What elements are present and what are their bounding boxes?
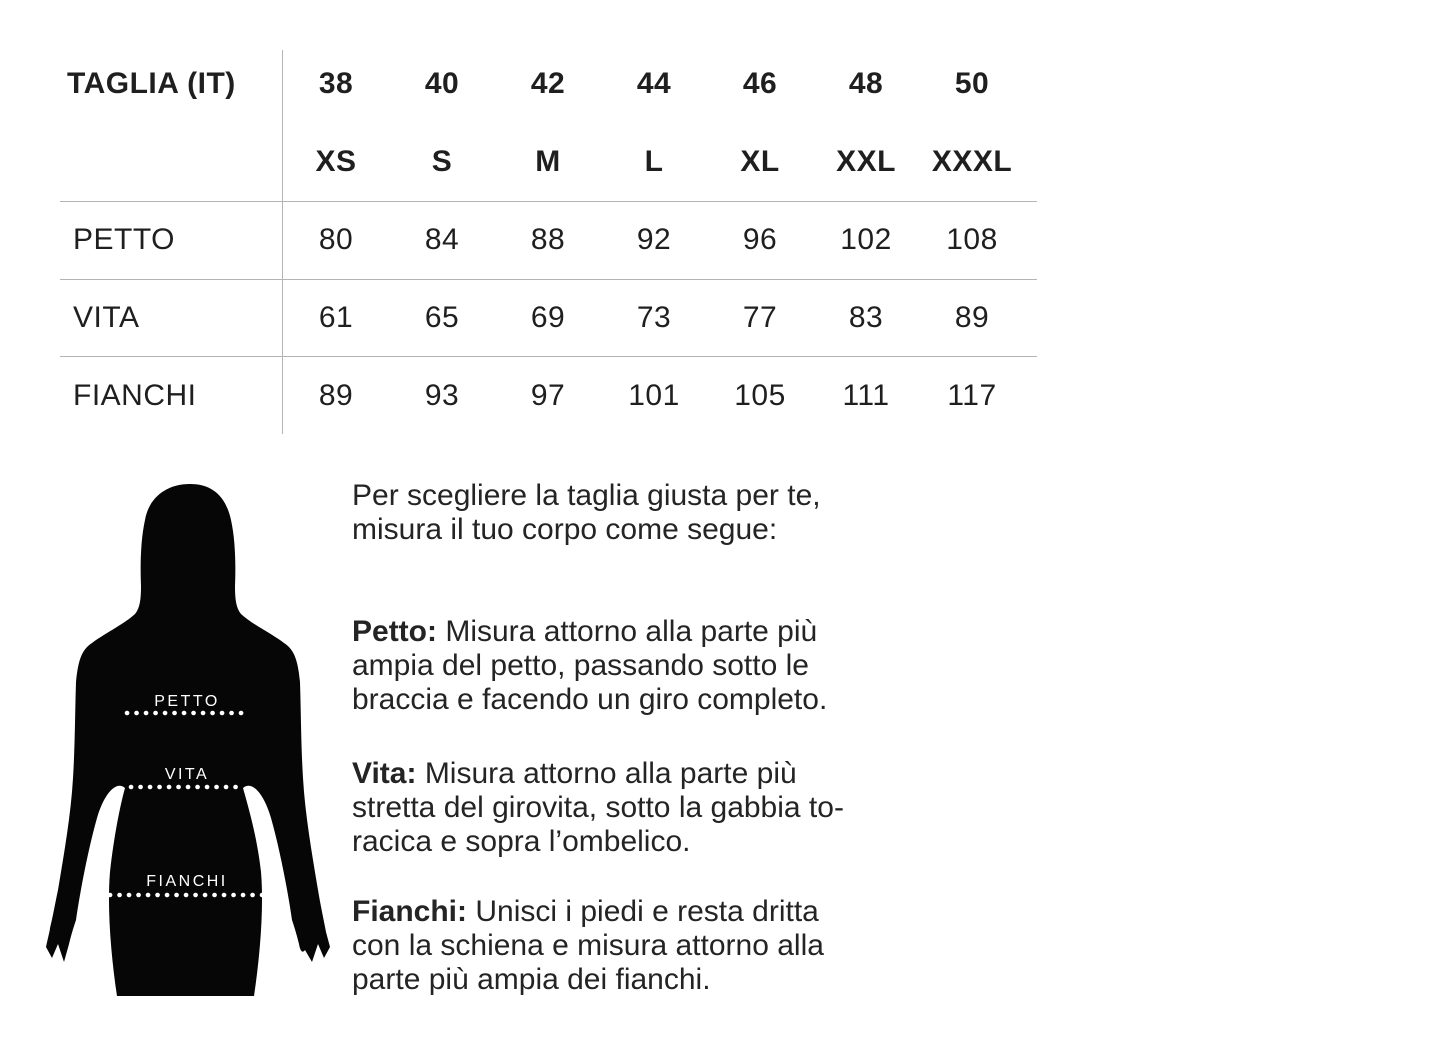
value-fianchi-48: 111 xyxy=(842,379,890,412)
value-fianchi-50: 117 xyxy=(947,379,997,412)
row-label-fianchi: FIANCHI xyxy=(73,379,197,412)
table-header-spacer xyxy=(60,123,283,201)
it-size-48: 48 xyxy=(848,67,884,100)
value-vita-50: 89 xyxy=(954,301,990,334)
value-vita-40: 65 xyxy=(424,301,460,334)
value-fianchi-42: 97 xyxy=(530,379,566,412)
value-petto-40: 84 xyxy=(424,223,460,256)
instruction-term-vita: Vita: xyxy=(352,757,417,790)
table-rule-vita xyxy=(60,356,1037,357)
table-rule-header xyxy=(60,201,1037,202)
value-fianchi-38: 89 xyxy=(318,379,354,412)
it-size-46: 46 xyxy=(742,67,778,100)
value-petto-42: 88 xyxy=(530,223,566,256)
value-fianchi-40: 93 xyxy=(424,379,460,412)
row-label-petto: PETTO xyxy=(73,223,175,256)
intl-size-xxl: XXL xyxy=(836,145,896,178)
it-size-50: 50 xyxy=(954,67,990,100)
value-vita-44: 73 xyxy=(636,301,672,334)
measuring-guide xyxy=(352,479,982,1033)
instruction-term-fianchi: Fianchi: xyxy=(352,895,468,928)
value-vita-38: 61 xyxy=(318,301,354,334)
table-rule-petto xyxy=(60,279,1037,280)
size-table xyxy=(60,45,1037,437)
value-petto-46: 96 xyxy=(742,223,778,256)
value-fianchi-46: 105 xyxy=(734,379,786,412)
value-petto-50: 108 xyxy=(946,223,998,256)
value-petto-38: 80 xyxy=(318,223,354,256)
figure-label-petto: PETTO xyxy=(154,693,220,710)
silhouette-shape xyxy=(46,484,330,996)
instruction-petto: Petto: Misura attorno alla parte più ampia del petto, passando sotto le braccia e facendo un giro completo. xyxy=(352,615,828,716)
it-size-42: 42 xyxy=(530,67,566,100)
table-header-label: TAGLIA (IT) xyxy=(67,67,236,100)
size-table-grid xyxy=(60,45,1037,435)
intl-size-xl: XL xyxy=(740,145,780,178)
instruction-term-petto: Petto: xyxy=(352,615,437,648)
intl-size-xs: XS xyxy=(315,145,357,178)
intl-size-m: M xyxy=(535,145,561,178)
it-size-38: 38 xyxy=(318,67,354,100)
it-size-40: 40 xyxy=(424,67,460,100)
figure-label-fianchi: FIANCHI xyxy=(146,873,228,890)
it-size-44: 44 xyxy=(636,67,672,100)
value-vita-46: 77 xyxy=(742,301,778,334)
figure-label-vita: VITA xyxy=(164,766,210,783)
intl-size-xxxl: XXXL xyxy=(931,145,1013,178)
body-silhouette-figure xyxy=(45,480,331,1005)
value-vita-48: 83 xyxy=(848,301,884,334)
row-label-vita: VITA xyxy=(73,301,140,334)
instruction-vita: Vita: Misura attorno alla parte più stretta del girovita, sotto la gabbia to- racica e sopra l’ombelico. xyxy=(352,757,844,858)
instruction-fianchi: Fianchi: Unisci i piedi e resta dritta con la schiena e misura attorno alla parte più ampia dei fianchi. xyxy=(352,895,824,996)
value-vita-42: 69 xyxy=(530,301,566,334)
value-petto-48: 102 xyxy=(840,223,892,256)
value-petto-44: 92 xyxy=(636,223,672,256)
value-fianchi-44: 101 xyxy=(628,379,680,412)
intl-size-s: S xyxy=(431,145,453,178)
table-column-divider xyxy=(282,50,283,434)
intl-size-l: L xyxy=(644,145,664,178)
guide-intro: Per scegliere la taglia giusta per te, misura il tuo corpo come segue: xyxy=(352,479,821,546)
